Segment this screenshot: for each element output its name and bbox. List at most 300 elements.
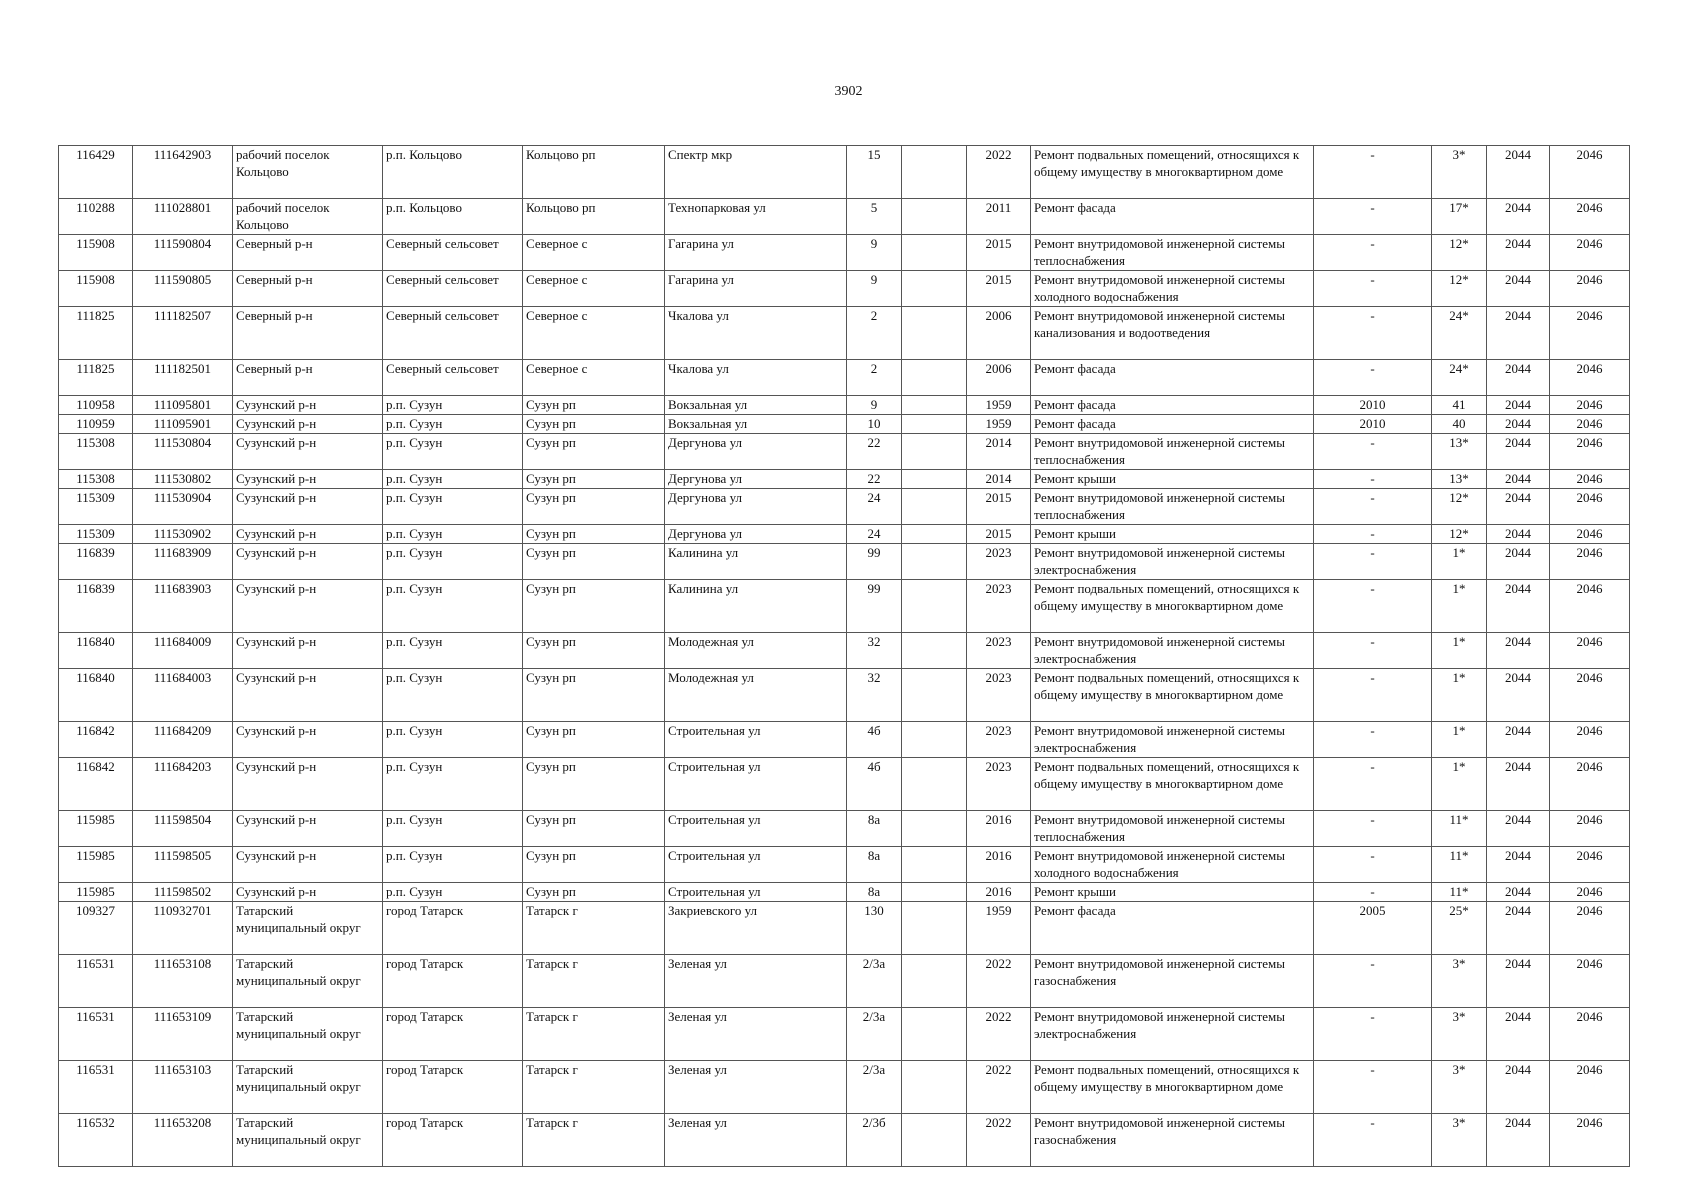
district-cell: Сузунский р-н xyxy=(233,525,383,544)
work-type-cell: Ремонт внутридомовой инженерной системы холодного водоснабжения xyxy=(1031,847,1314,883)
last-repair-year-cell: - xyxy=(1314,146,1432,199)
last-repair-year-cell: 2005 xyxy=(1314,902,1432,955)
locality-cell: Сузун рп xyxy=(523,396,665,415)
locality-cell: Сузун рп xyxy=(523,525,665,544)
locality-cell: Сузун рп xyxy=(523,580,665,633)
house-number-cell: 15 xyxy=(847,146,902,199)
street-cell: Гагарина ул xyxy=(665,271,847,307)
district-cell: Сузунский р-н xyxy=(233,396,383,415)
house-number-cell: 2/3а xyxy=(847,1061,902,1114)
building-cell xyxy=(902,758,967,811)
municipality-cell: р.п. Сузун xyxy=(383,489,523,525)
wear-cell: 3* xyxy=(1432,1008,1487,1061)
last-repair-year-cell: - xyxy=(1314,470,1432,489)
house-number-cell: 130 xyxy=(847,902,902,955)
table-row xyxy=(59,199,1630,235)
table-row xyxy=(59,525,1630,544)
work-code-cell: 111095901 xyxy=(133,415,233,434)
last-repair-year-cell: - xyxy=(1314,1061,1432,1114)
house-number-cell: 8а xyxy=(847,811,902,847)
last-repair-year-cell: - xyxy=(1314,1008,1432,1061)
district-cell: Северный р-н xyxy=(233,271,383,307)
house-number-cell: 24 xyxy=(847,489,902,525)
work-type-cell: Ремонт внутридомовой инженерной системы газоснабжения xyxy=(1031,955,1314,1008)
wear-cell: 12* xyxy=(1432,525,1487,544)
work-code-cell: 111653208 xyxy=(133,1114,233,1167)
last-repair-year-cell: - xyxy=(1314,525,1432,544)
municipality-cell: р.п. Сузун xyxy=(383,415,523,434)
end-year-cell: 2046 xyxy=(1550,758,1630,811)
commission-year-cell: 2023 xyxy=(967,758,1031,811)
start-year-cell: 2044 xyxy=(1487,199,1550,235)
work-code-cell: 111530902 xyxy=(133,525,233,544)
building-cell xyxy=(902,525,967,544)
municipality-cell: р.п. Сузун xyxy=(383,434,523,470)
last-repair-year-cell: - xyxy=(1314,199,1432,235)
house-id-cell: 115908 xyxy=(59,271,133,307)
work-type-cell: Ремонт фасада xyxy=(1031,902,1314,955)
end-year-cell: 2046 xyxy=(1550,146,1630,199)
commission-year-cell: 1959 xyxy=(967,415,1031,434)
street-cell: Вокзальная ул xyxy=(665,396,847,415)
wear-cell: 41 xyxy=(1432,396,1487,415)
street-cell: Вокзальная ул xyxy=(665,415,847,434)
table-row xyxy=(59,307,1630,360)
table-row xyxy=(59,235,1630,271)
building-cell xyxy=(902,489,967,525)
table-row xyxy=(59,146,1630,199)
building-cell xyxy=(902,1008,967,1061)
locality-cell: Сузун рп xyxy=(523,470,665,489)
work-code-cell: 111598505 xyxy=(133,847,233,883)
last-repair-year-cell: - xyxy=(1314,883,1432,902)
locality-cell: Северное с xyxy=(523,307,665,360)
commission-year-cell: 2023 xyxy=(967,669,1031,722)
house-number-cell: 2 xyxy=(847,307,902,360)
commission-year-cell: 2015 xyxy=(967,525,1031,544)
street-cell: Молодежная ул xyxy=(665,669,847,722)
house-number-cell: 10 xyxy=(847,415,902,434)
wear-cell: 12* xyxy=(1432,489,1487,525)
locality-cell: Татарск г xyxy=(523,902,665,955)
work-type-cell: Ремонт подвальных помещений, относящихся к общему имуществу в многоквартирном доме xyxy=(1031,580,1314,633)
street-cell: Дергунова ул xyxy=(665,525,847,544)
work-type-cell: Ремонт подвальных помещений, относящихся к общему имуществу в многоквартирном доме xyxy=(1031,146,1314,199)
last-repair-year-cell: 2010 xyxy=(1314,396,1432,415)
district-cell: Татарский муниципальный округ xyxy=(233,955,383,1008)
house-id-cell: 116842 xyxy=(59,758,133,811)
start-year-cell: 2044 xyxy=(1487,633,1550,669)
house-id-cell: 115985 xyxy=(59,811,133,847)
house-number-cell: 8а xyxy=(847,883,902,902)
work-type-cell: Ремонт внутридомовой инженерной системы теплоснабжения xyxy=(1031,489,1314,525)
building-cell xyxy=(902,811,967,847)
table-row xyxy=(59,633,1630,669)
municipality-cell: Северный сельсовет xyxy=(383,307,523,360)
end-year-cell: 2046 xyxy=(1550,525,1630,544)
district-cell: Сузунский р-н xyxy=(233,722,383,758)
house-id-cell: 110288 xyxy=(59,199,133,235)
start-year-cell: 2044 xyxy=(1487,434,1550,470)
municipality-cell: р.п. Сузун xyxy=(383,669,523,722)
end-year-cell: 2046 xyxy=(1550,902,1630,955)
table-row xyxy=(59,580,1630,633)
commission-year-cell: 2015 xyxy=(967,489,1031,525)
work-code-cell: 111684203 xyxy=(133,758,233,811)
end-year-cell: 2046 xyxy=(1550,235,1630,271)
work-type-cell: Ремонт внутридомовой инженерной системы электроснабжения xyxy=(1031,633,1314,669)
work-code-cell: 111530802 xyxy=(133,470,233,489)
work-type-cell: Ремонт фасада xyxy=(1031,396,1314,415)
municipality-cell: р.п. Сузун xyxy=(383,811,523,847)
street-cell: Гагарина ул xyxy=(665,235,847,271)
end-year-cell: 2046 xyxy=(1550,1114,1630,1167)
municipality-cell: город Татарск xyxy=(383,1008,523,1061)
end-year-cell: 2046 xyxy=(1550,415,1630,434)
municipality-cell: р.п. Сузун xyxy=(383,633,523,669)
work-code-cell: 111590805 xyxy=(133,271,233,307)
district-cell: Северный р-н xyxy=(233,307,383,360)
house-id-cell: 115308 xyxy=(59,470,133,489)
district-cell: Сузунский р-н xyxy=(233,669,383,722)
table-row xyxy=(59,758,1630,811)
locality-cell: Сузун рп xyxy=(523,847,665,883)
table-row xyxy=(59,1008,1630,1061)
last-repair-year-cell: - xyxy=(1314,955,1432,1008)
end-year-cell: 2046 xyxy=(1550,847,1630,883)
house-number-cell: 24 xyxy=(847,525,902,544)
end-year-cell: 2046 xyxy=(1550,199,1630,235)
start-year-cell: 2044 xyxy=(1487,544,1550,580)
street-cell: Зеленая ул xyxy=(665,1114,847,1167)
building-cell xyxy=(902,883,967,902)
building-cell xyxy=(902,1114,967,1167)
locality-cell: Сузун рп xyxy=(523,811,665,847)
commission-year-cell: 2011 xyxy=(967,199,1031,235)
municipality-cell: р.п. Кольцово xyxy=(383,146,523,199)
start-year-cell: 2044 xyxy=(1487,811,1550,847)
work-type-cell: Ремонт внутридомовой инженерной системы теплоснабжения xyxy=(1031,235,1314,271)
locality-cell: Сузун рп xyxy=(523,434,665,470)
work-type-cell: Ремонт крыши xyxy=(1031,883,1314,902)
house-id-cell: 116531 xyxy=(59,1061,133,1114)
wear-cell: 12* xyxy=(1432,235,1487,271)
building-cell xyxy=(902,633,967,669)
table-row xyxy=(59,955,1630,1008)
last-repair-year-cell: - xyxy=(1314,847,1432,883)
locality-cell: Татарск г xyxy=(523,1008,665,1061)
work-type-cell: Ремонт подвальных помещений, относящихся к общему имуществу в многоквартирном доме xyxy=(1031,1061,1314,1114)
work-type-cell: Ремонт внутридомовой инженерной системы теплоснабжения xyxy=(1031,811,1314,847)
house-id-cell: 115308 xyxy=(59,434,133,470)
table-row xyxy=(59,544,1630,580)
street-cell: Молодежная ул xyxy=(665,633,847,669)
district-cell: Татарский муниципальный округ xyxy=(233,1114,383,1167)
district-cell: Сузунский р-н xyxy=(233,633,383,669)
work-type-cell: Ремонт внутридомовой инженерной системы газоснабжения xyxy=(1031,1114,1314,1167)
commission-year-cell: 1959 xyxy=(967,396,1031,415)
end-year-cell: 2046 xyxy=(1550,722,1630,758)
commission-year-cell: 2015 xyxy=(967,235,1031,271)
municipality-cell: Северный сельсовет xyxy=(383,271,523,307)
work-code-cell: 111028801 xyxy=(133,199,233,235)
start-year-cell: 2044 xyxy=(1487,758,1550,811)
house-number-cell: 22 xyxy=(847,434,902,470)
table-row xyxy=(59,470,1630,489)
last-repair-year-cell: - xyxy=(1314,811,1432,847)
street-cell: Чкалова ул xyxy=(665,307,847,360)
locality-cell: Сузун рп xyxy=(523,544,665,580)
municipality-cell: р.п. Кольцово xyxy=(383,199,523,235)
house-id-cell: 116839 xyxy=(59,580,133,633)
start-year-cell: 2044 xyxy=(1487,580,1550,633)
building-cell xyxy=(902,669,967,722)
work-code-cell: 111530904 xyxy=(133,489,233,525)
start-year-cell: 2044 xyxy=(1487,1114,1550,1167)
end-year-cell: 2046 xyxy=(1550,1061,1630,1114)
end-year-cell: 2046 xyxy=(1550,580,1630,633)
house-id-cell: 116531 xyxy=(59,955,133,1008)
commission-year-cell: 2022 xyxy=(967,146,1031,199)
last-repair-year-cell: - xyxy=(1314,722,1432,758)
last-repair-year-cell: - xyxy=(1314,489,1432,525)
start-year-cell: 2044 xyxy=(1487,396,1550,415)
building-cell xyxy=(902,580,967,633)
district-cell: Северный р-н xyxy=(233,235,383,271)
district-cell: Сузунский р-н xyxy=(233,489,383,525)
start-year-cell: 2044 xyxy=(1487,470,1550,489)
building-cell xyxy=(902,902,967,955)
wear-cell: 24* xyxy=(1432,360,1487,396)
wear-cell: 1* xyxy=(1432,669,1487,722)
street-cell: Зеленая ул xyxy=(665,1061,847,1114)
end-year-cell: 2046 xyxy=(1550,271,1630,307)
building-cell xyxy=(902,307,967,360)
house-id-cell: 111825 xyxy=(59,360,133,396)
commission-year-cell: 2015 xyxy=(967,271,1031,307)
municipality-cell: р.п. Сузун xyxy=(383,396,523,415)
commission-year-cell: 2022 xyxy=(967,1114,1031,1167)
table-row xyxy=(59,489,1630,525)
locality-cell: Сузун рп xyxy=(523,722,665,758)
wear-cell: 3* xyxy=(1432,1114,1487,1167)
work-code-cell: 111598504 xyxy=(133,811,233,847)
work-type-cell: Ремонт крыши xyxy=(1031,525,1314,544)
district-cell: Сузунский р-н xyxy=(233,883,383,902)
municipality-cell: город Татарск xyxy=(383,902,523,955)
building-cell xyxy=(902,722,967,758)
commission-year-cell: 2014 xyxy=(967,470,1031,489)
house-number-cell: 99 xyxy=(847,580,902,633)
start-year-cell: 2044 xyxy=(1487,525,1550,544)
street-cell: Технопарковая ул xyxy=(665,199,847,235)
work-code-cell: 111684009 xyxy=(133,633,233,669)
house-id-cell: 116840 xyxy=(59,669,133,722)
district-cell: Сузунский р-н xyxy=(233,415,383,434)
district-cell: Сузунский р-н xyxy=(233,811,383,847)
street-cell: Калинина ул xyxy=(665,544,847,580)
start-year-cell: 2044 xyxy=(1487,1061,1550,1114)
wear-cell: 3* xyxy=(1432,1061,1487,1114)
house-id-cell: 116429 xyxy=(59,146,133,199)
last-repair-year-cell: - xyxy=(1314,360,1432,396)
street-cell: Спектр мкр xyxy=(665,146,847,199)
street-cell: Зеленая ул xyxy=(665,955,847,1008)
wear-cell: 17* xyxy=(1432,199,1487,235)
municipality-cell: р.п. Сузун xyxy=(383,544,523,580)
commission-year-cell: 2023 xyxy=(967,580,1031,633)
start-year-cell: 2044 xyxy=(1487,235,1550,271)
work-code-cell: 111683909 xyxy=(133,544,233,580)
house-id-cell: 111825 xyxy=(59,307,133,360)
table-row xyxy=(59,434,1630,470)
street-cell: Строительная ул xyxy=(665,722,847,758)
last-repair-year-cell: - xyxy=(1314,235,1432,271)
last-repair-year-cell: - xyxy=(1314,544,1432,580)
house-number-cell: 99 xyxy=(847,544,902,580)
end-year-cell: 2046 xyxy=(1550,811,1630,847)
house-id-cell: 109327 xyxy=(59,902,133,955)
commission-year-cell: 2022 xyxy=(967,1061,1031,1114)
municipality-cell: р.п. Сузун xyxy=(383,580,523,633)
district-cell: Сузунский р-н xyxy=(233,758,383,811)
work-type-cell: Ремонт подвальных помещений, относящихся к общему имуществу в многоквартирном доме xyxy=(1031,758,1314,811)
municipality-cell: р.п. Сузун xyxy=(383,883,523,902)
municipality-cell: р.п. Сузун xyxy=(383,722,523,758)
work-type-cell: Ремонт фасада xyxy=(1031,415,1314,434)
start-year-cell: 2044 xyxy=(1487,360,1550,396)
table-row xyxy=(59,271,1630,307)
work-code-cell: 111653108 xyxy=(133,955,233,1008)
municipality-cell: р.п. Сузун xyxy=(383,470,523,489)
street-cell: Дергунова ул xyxy=(665,470,847,489)
house-number-cell: 32 xyxy=(847,633,902,669)
table-row xyxy=(59,396,1630,415)
table-row xyxy=(59,360,1630,396)
house-id-cell: 116839 xyxy=(59,544,133,580)
locality-cell: Татарск г xyxy=(523,955,665,1008)
locality-cell: Сузун рп xyxy=(523,883,665,902)
district-cell: Сузунский р-н xyxy=(233,847,383,883)
house-id-cell: 110959 xyxy=(59,415,133,434)
locality-cell: Сузун рп xyxy=(523,415,665,434)
district-cell: Сузунский р-н xyxy=(233,470,383,489)
house-number-cell: 22 xyxy=(847,470,902,489)
table-row xyxy=(59,669,1630,722)
work-code-cell: 111653103 xyxy=(133,1061,233,1114)
building-cell xyxy=(902,434,967,470)
wear-cell: 1* xyxy=(1432,633,1487,669)
commission-year-cell: 2022 xyxy=(967,1008,1031,1061)
locality-cell: Северное с xyxy=(523,360,665,396)
house-number-cell: 2 xyxy=(847,360,902,396)
work-code-cell: 111598502 xyxy=(133,883,233,902)
commission-year-cell: 2016 xyxy=(967,847,1031,883)
municipality-cell: р.п. Сузун xyxy=(383,847,523,883)
last-repair-year-cell: - xyxy=(1314,307,1432,360)
wear-cell: 13* xyxy=(1432,470,1487,489)
municipality-cell: р.п. Сузун xyxy=(383,525,523,544)
house-number-cell: 5 xyxy=(847,199,902,235)
commission-year-cell: 2016 xyxy=(967,883,1031,902)
house-id-cell: 115908 xyxy=(59,235,133,271)
wear-cell: 3* xyxy=(1432,146,1487,199)
district-cell: Сузунский р-н xyxy=(233,580,383,633)
work-type-cell: Ремонт фасада xyxy=(1031,199,1314,235)
end-year-cell: 2046 xyxy=(1550,307,1630,360)
table-row xyxy=(59,1114,1630,1167)
district-cell: Татарский муниципальный округ xyxy=(233,1008,383,1061)
work-code-cell: 111590804 xyxy=(133,235,233,271)
house-id-cell: 116532 xyxy=(59,1114,133,1167)
building-cell xyxy=(902,1061,967,1114)
work-code-cell: 111182501 xyxy=(133,360,233,396)
building-cell xyxy=(902,955,967,1008)
page-number: 3902 xyxy=(834,84,863,99)
wear-cell: 1* xyxy=(1432,722,1487,758)
table-row xyxy=(59,902,1630,955)
municipality-cell: город Татарск xyxy=(383,1061,523,1114)
work-type-cell: Ремонт внутридомовой инженерной системы канализования и водоотведения xyxy=(1031,307,1314,360)
locality-cell: Кольцово рп xyxy=(523,146,665,199)
end-year-cell: 2046 xyxy=(1550,633,1630,669)
wear-cell: 24* xyxy=(1432,307,1487,360)
house-id-cell: 116842 xyxy=(59,722,133,758)
house-number-cell: 9 xyxy=(847,271,902,307)
wear-cell: 13* xyxy=(1432,434,1487,470)
locality-cell: Татарск г xyxy=(523,1114,665,1167)
table-row xyxy=(59,883,1630,902)
street-cell: Строительная ул xyxy=(665,847,847,883)
house-id-cell: 110958 xyxy=(59,396,133,415)
locality-cell: Татарск г xyxy=(523,1061,665,1114)
house-id-cell: 116840 xyxy=(59,633,133,669)
house-number-cell: 2/3а xyxy=(847,1008,902,1061)
locality-cell: Северное с xyxy=(523,235,665,271)
commission-year-cell: 2014 xyxy=(967,434,1031,470)
work-code-cell: 110932701 xyxy=(133,902,233,955)
commission-year-cell: 2023 xyxy=(967,722,1031,758)
locality-cell: Сузун рп xyxy=(523,489,665,525)
end-year-cell: 2046 xyxy=(1550,883,1630,902)
building-cell xyxy=(902,146,967,199)
start-year-cell: 2044 xyxy=(1487,883,1550,902)
municipality-cell: город Татарск xyxy=(383,955,523,1008)
wear-cell: 1* xyxy=(1432,758,1487,811)
wear-cell: 25* xyxy=(1432,902,1487,955)
house-id-cell: 115985 xyxy=(59,847,133,883)
start-year-cell: 2044 xyxy=(1487,415,1550,434)
commission-year-cell: 2016 xyxy=(967,811,1031,847)
building-cell xyxy=(902,396,967,415)
locality-cell: Сузун рп xyxy=(523,758,665,811)
wear-cell: 3* xyxy=(1432,955,1487,1008)
table-row xyxy=(59,811,1630,847)
work-type-cell: Ремонт внутридомовой инженерной системы электроснабжения xyxy=(1031,722,1314,758)
street-cell: Дергунова ул xyxy=(665,489,847,525)
work-code-cell: 111683903 xyxy=(133,580,233,633)
building-cell xyxy=(902,847,967,883)
work-type-cell: Ремонт крыши xyxy=(1031,470,1314,489)
locality-cell: Северное с xyxy=(523,271,665,307)
table-row xyxy=(59,415,1630,434)
house-id-cell: 115309 xyxy=(59,489,133,525)
start-year-cell: 2044 xyxy=(1487,271,1550,307)
street-cell: Зеленая ул xyxy=(665,1008,847,1061)
district-cell: Сузунский р-н xyxy=(233,434,383,470)
last-repair-year-cell: - xyxy=(1314,758,1432,811)
district-cell: Сузунский р-н xyxy=(233,544,383,580)
